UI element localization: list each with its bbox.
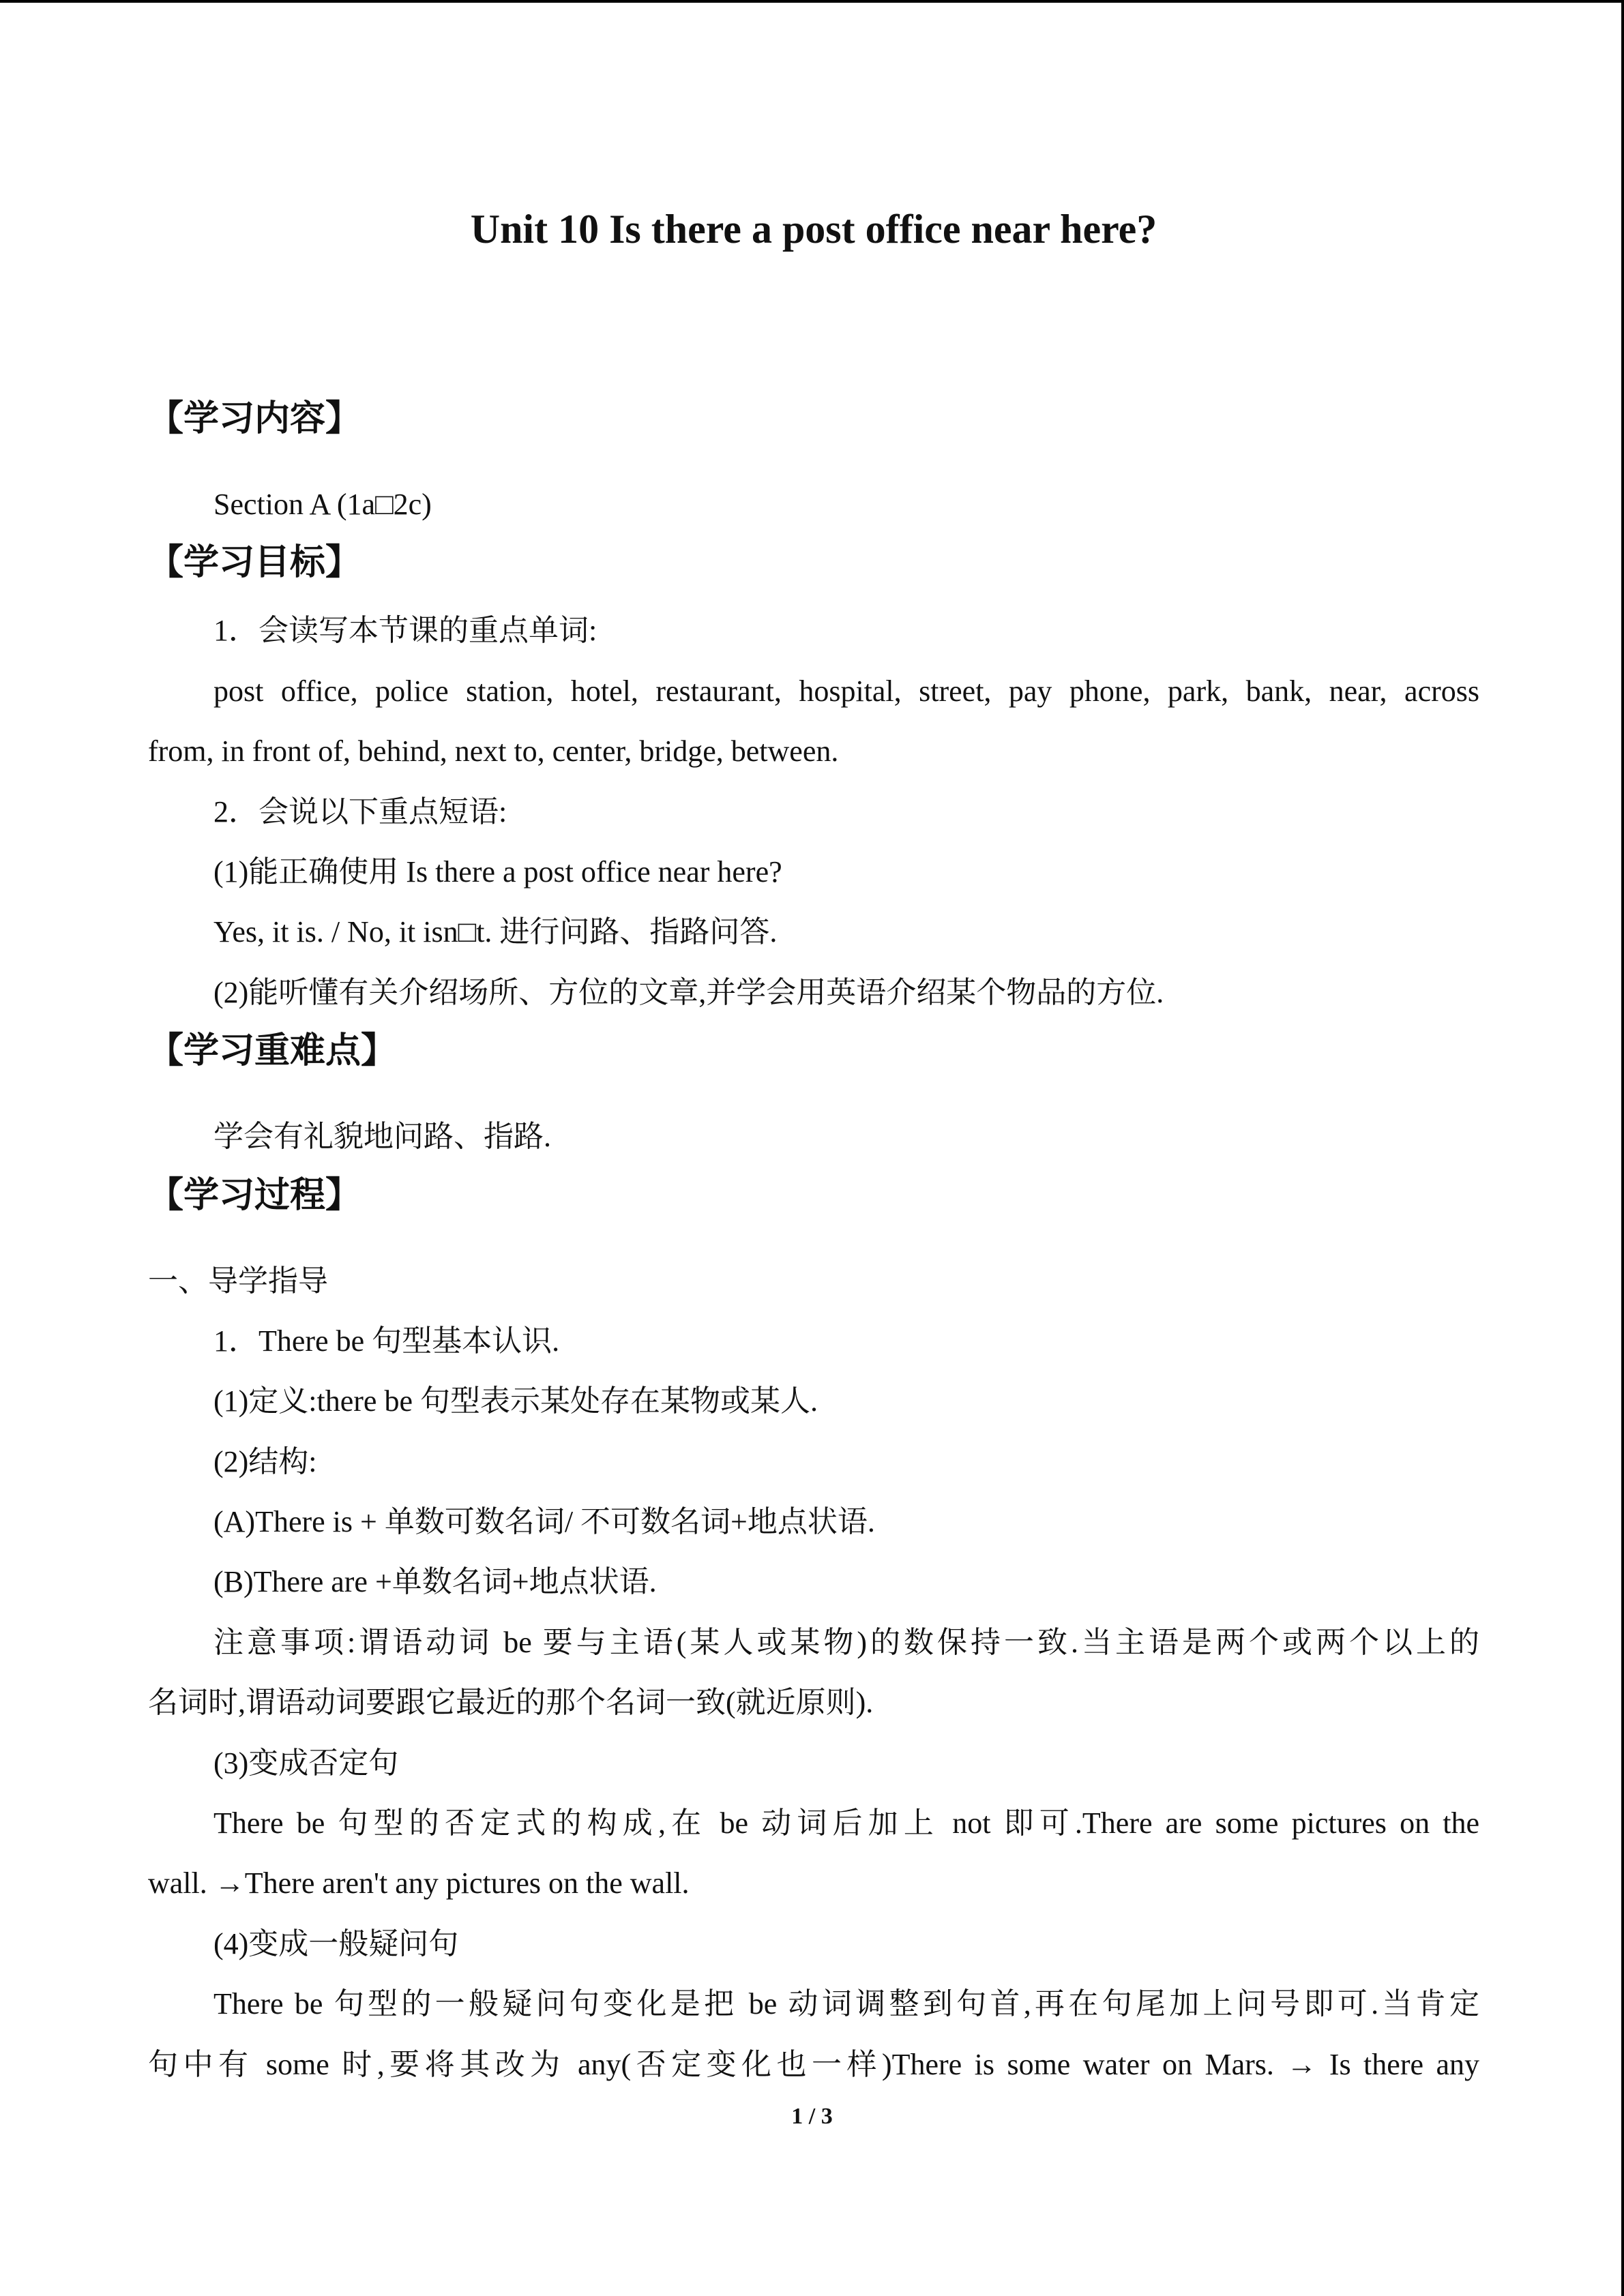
- negative-line-2: wall. →There aren't any pictures on the wall.: [148, 1866, 690, 1900]
- heading-key-points: 【学习重难点】: [148, 1030, 397, 1072]
- key-points-text: 学会有礼貌地问路、指路.: [213, 1120, 551, 1154]
- section-range: Section A (1a□2c): [213, 488, 432, 521]
- document-title: Unit 10 Is there a post office near here?: [470, 207, 1157, 252]
- heading-learning-goals: 【学习目标】: [148, 542, 361, 584]
- goal-1-words-line1: post office, police station, hotel, restaurant, hospital, street, pay phone, park, bank, near, across: [213, 674, 1479, 708]
- goal-2-label: 2．会说以下重点短语:: [213, 794, 507, 829]
- note-line-2: 名词时,谓语动词要跟它最近的那个名词一致(就近原则).: [148, 1686, 874, 1720]
- document-body: [148, 205, 1479, 2085]
- heading-learning-content: 【学习内容】: [148, 398, 361, 439]
- guide-heading: 一、导学指导: [148, 1264, 328, 1298]
- structure-a: (A)There is + 单数可数名词/ 不可数名词+地点状语.: [213, 1505, 875, 1539]
- definition: (1)定义:there be 句型表示某处存在某物或某人.: [213, 1384, 818, 1418]
- negative-label: (3)变成否定句: [213, 1746, 399, 1780]
- goal-2-item-1b: Yes, it is. / No, it isn□t. 进行问路、指路问答.: [213, 915, 778, 949]
- question-label: (4)变成一般疑问句: [213, 1926, 459, 1960]
- spacer: [148, 254, 1479, 401]
- question-line-2: 句中有 some 时,要将其改为 any(否定变化也一样)There is some water on Mars. → Is there any: [148, 2047, 1479, 2081]
- note-line-1: 注意事项:谓语动词 be 要与主语(某人或某物)的数保持一致.当主语是两个或两个以上的: [213, 1625, 1479, 1659]
- question-line-1: There be 句型的一般疑问句变化是把 be 动词调整到句首,再在句尾加上问号即可.当肯定: [213, 1987, 1479, 2021]
- goal-1-words-line2: from, in front of, behind, next to, center, bridge, between.: [148, 734, 839, 769]
- heading-learning-process: 【学习过程】: [148, 1174, 361, 1216]
- goal-2-item-2: (2)能听懂有关介绍场所、方位的文章,并学会用英语介绍某个物品的方位.: [213, 975, 1164, 1009]
- structure-label: (2)结构:: [213, 1444, 317, 1478]
- there-be-intro: 1．There be 句型基本认识.: [213, 1324, 560, 1358]
- goal-2-item-1: (1)能正确使用 Is there a post office near here?: [213, 854, 782, 889]
- page-number: 1 / 3: [791, 2104, 833, 2129]
- goal-1-label: 1．会读写本节课的重点单词:: [213, 614, 597, 648]
- negative-line-1: There be 句型的否定式的构成,在 be 动词后加上 not 即可.There are some pictures on the: [213, 1806, 1479, 1840]
- structure-b: (B)There are +单数名词+地点状语.: [213, 1565, 657, 1599]
